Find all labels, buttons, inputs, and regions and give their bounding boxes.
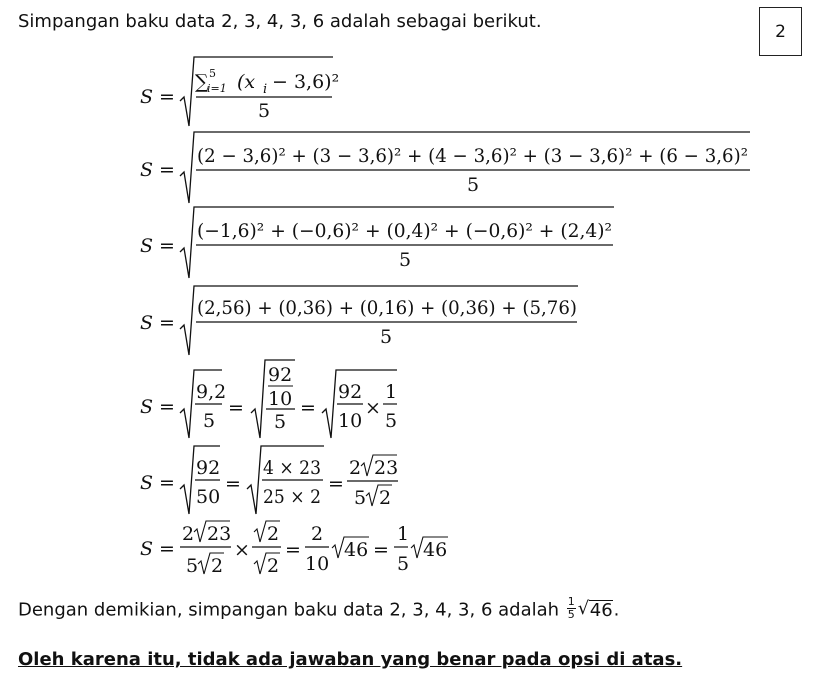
final-statement: Oleh karena itu, tidak ada jawaban yang benar pada opsi di atas.: [18, 649, 683, 670]
step-6: [140, 446, 398, 514]
radical-sign: [180, 207, 614, 278]
equals-sign: =: [300, 397, 316, 419]
frac-c-den-rad: 2: [379, 487, 392, 509]
lhs-s: S =: [140, 312, 175, 334]
denominator: 5: [467, 174, 480, 196]
d-radicand: 46: [423, 539, 448, 561]
equals-sign: =: [225, 473, 241, 495]
frac-b-num-rad: 2: [267, 523, 280, 545]
frac-c2-num: 1: [385, 381, 398, 403]
frac-b-den: 25 × 2: [263, 486, 321, 508]
frac-a-num-coef: 2: [182, 523, 195, 545]
frac-c1-den: 10: [338, 410, 363, 432]
numerator: (2,56) + (0,36) + (0,16) + (0,36) + (5,76): [197, 297, 577, 319]
sigma-lower: i=1: [207, 82, 227, 95]
frac-a-den: 50: [196, 486, 221, 508]
conclusion-suffix: .: [613, 599, 620, 621]
frac-c1-num: 92: [338, 381, 363, 403]
term-subscript: i: [263, 82, 268, 97]
step-3: [140, 207, 614, 278]
conclusion-text: [18, 595, 620, 623]
frac-a-num: 9,2: [196, 381, 227, 403]
frac-a-den: 5: [203, 410, 216, 432]
lhs-s: S =: [140, 538, 175, 560]
frac-b-num: 4 × 23: [263, 457, 321, 479]
frac-c-num-rad: 23: [374, 457, 399, 479]
frac-c-den: 10: [305, 553, 330, 575]
step-5: [140, 360, 397, 438]
conclusion-prefix: Dengan demikian, simpangan baku data 2, 3, 4, 3, 6 adalah: [18, 599, 565, 621]
frac-d-num: 1: [397, 523, 410, 545]
lhs-s: S =: [140, 159, 175, 181]
step-1: [140, 57, 339, 126]
intro-text: Simpangan baku data 2, 3, 4, 3, 6 adalah sebagai berikut.: [18, 11, 542, 32]
frac-a-num-rad: 23: [207, 523, 232, 545]
frac-c-den-coef: 5: [354, 487, 367, 509]
step-4: [140, 286, 578, 355]
page-number-badge: 2: [759, 7, 802, 56]
times-sign: ×: [234, 539, 250, 561]
frac-b-den: 5: [274, 411, 287, 433]
conclusion-frac-num: 1: [567, 595, 575, 608]
conclusion-fraction: [567, 596, 576, 621]
step-7: [140, 521, 448, 577]
conclusion-sqrt: [578, 599, 613, 623]
lhs-s: S =: [140, 235, 175, 257]
frac-c-num: 2: [311, 523, 324, 545]
frac-c2-den: 5: [385, 410, 398, 432]
equals-sign: =: [328, 473, 344, 495]
times-sign: ×: [365, 397, 381, 419]
frac-b-den-rad: 2: [267, 555, 280, 577]
frac-a-den-coef: 5: [186, 555, 199, 577]
term-x: (x: [237, 71, 256, 93]
radical-sign: √: [577, 597, 590, 619]
frac-b-num-num: 92: [268, 364, 293, 386]
equals-sign: =: [285, 539, 301, 561]
frac-b-num-den: 10: [268, 388, 293, 410]
numerator: (−1,6)² + (−0,6)² + (0,4)² + (−0,6)² + (2,4)²: [197, 220, 612, 242]
lhs-s: S =: [140, 396, 175, 418]
equals-sign: =: [228, 397, 244, 419]
equals-sign: =: [373, 539, 389, 561]
lhs-s: S =: [140, 86, 175, 108]
sigma-upper: 5: [209, 67, 216, 80]
sigma-symbol: ∑: [195, 71, 209, 93]
c-radicand: 46: [344, 539, 369, 561]
denominator: 5: [399, 249, 412, 271]
frac-a-den-rad: 2: [211, 555, 224, 577]
step-2: [140, 132, 750, 203]
conclusion-radicand: 46: [589, 599, 613, 621]
denominator: 5: [258, 100, 271, 122]
lhs-s: S =: [140, 472, 175, 494]
conclusion-frac-den: 5: [567, 608, 575, 621]
frac-c-num-coef: 2: [349, 457, 362, 479]
term-rest: − 3,6)²: [272, 71, 340, 93]
radical-sign: [180, 132, 750, 203]
frac-a-num: 92: [196, 457, 221, 479]
denominator: 5: [380, 326, 393, 348]
numerator: (2 − 3,6)² + (3 − 3,6)² + (4 − 3,6)² + (3 − 3,6)² + (6 − 3,6)²: [197, 145, 748, 167]
frac-d-den: 5: [397, 553, 410, 575]
